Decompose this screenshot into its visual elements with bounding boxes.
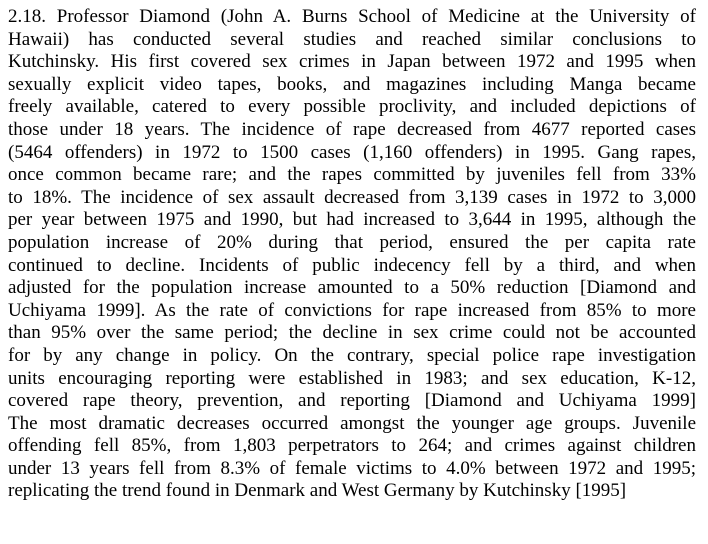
text-line: The most dramatic decreases occurred amongst the younger age groups. Juvenile [8, 412, 696, 434]
text-line: freely available, catered to every possible proclivity, and included depictions of [8, 96, 696, 118]
text-line: units encouraging reporting were established in 1983; and sex education, K-12, [8, 367, 696, 389]
text-line: sexually explicit video tapes, books, and magazines including Manga became [8, 73, 696, 95]
text-line: Uchiyama 1999]. As the rate of convictions for rape increased from 85% to more [8, 299, 696, 321]
text-line: 2.18. Professor Diamond (John A. Burns School of Medicine at the University of [8, 6, 696, 27]
text-line: Hawaii) has conducted several studies and reached similar conclusions to [8, 28, 696, 50]
text-line: to 18%. The incidence of sex assault decreased from 3,139 cases in 1972 to 3,000 [8, 186, 696, 208]
text-line: (5464 offenders) in 1972 to 1500 cases (1,160 offenders) in 1995. Gang rapes, [8, 141, 696, 163]
text-line: adjusted for the population increase amounted to a 50% reduction [Diamond and [8, 277, 696, 299]
text-line: continued to decline. Incidents of public indecency fell by a third, and when [8, 254, 696, 276]
text-line: than 95% over the same period; the decline in sex crime could not be accounted [8, 322, 696, 344]
text-line: Kutchinsky. His first covered sex crimes in Japan between 1972 and 1995 when [8, 51, 696, 73]
document-paragraph [8, 6, 696, 503]
text-line: for by any change in policy. On the contrary, special police rape investigation [8, 344, 696, 366]
text-line: population increase of 20% during that period, ensured the per capita rate [8, 231, 696, 253]
text-line: those under 18 years. The incidence of rape decreased from 4677 reported cases [8, 118, 696, 140]
text-line: offending fell 85%, from 1,803 perpetrators to 264; and crimes against children [8, 435, 696, 457]
text-line: per year between 1975 and 1990, but had increased to 3,644 in 1995, although the [8, 209, 696, 231]
text-line: replicating the trend found in Denmark and West Germany by Kutchinsky [1995] [8, 480, 627, 502]
text-line: once common became rare; and the rapes committed by juveniles fell from 33% [8, 164, 696, 186]
text-line: covered rape theory, prevention, and reporting [Diamond and Uchiyama 1999] [8, 390, 696, 412]
text-line: under 13 years fell from 8.3% of female victims to 4.0% between 1972 and 1995; [8, 457, 696, 479]
